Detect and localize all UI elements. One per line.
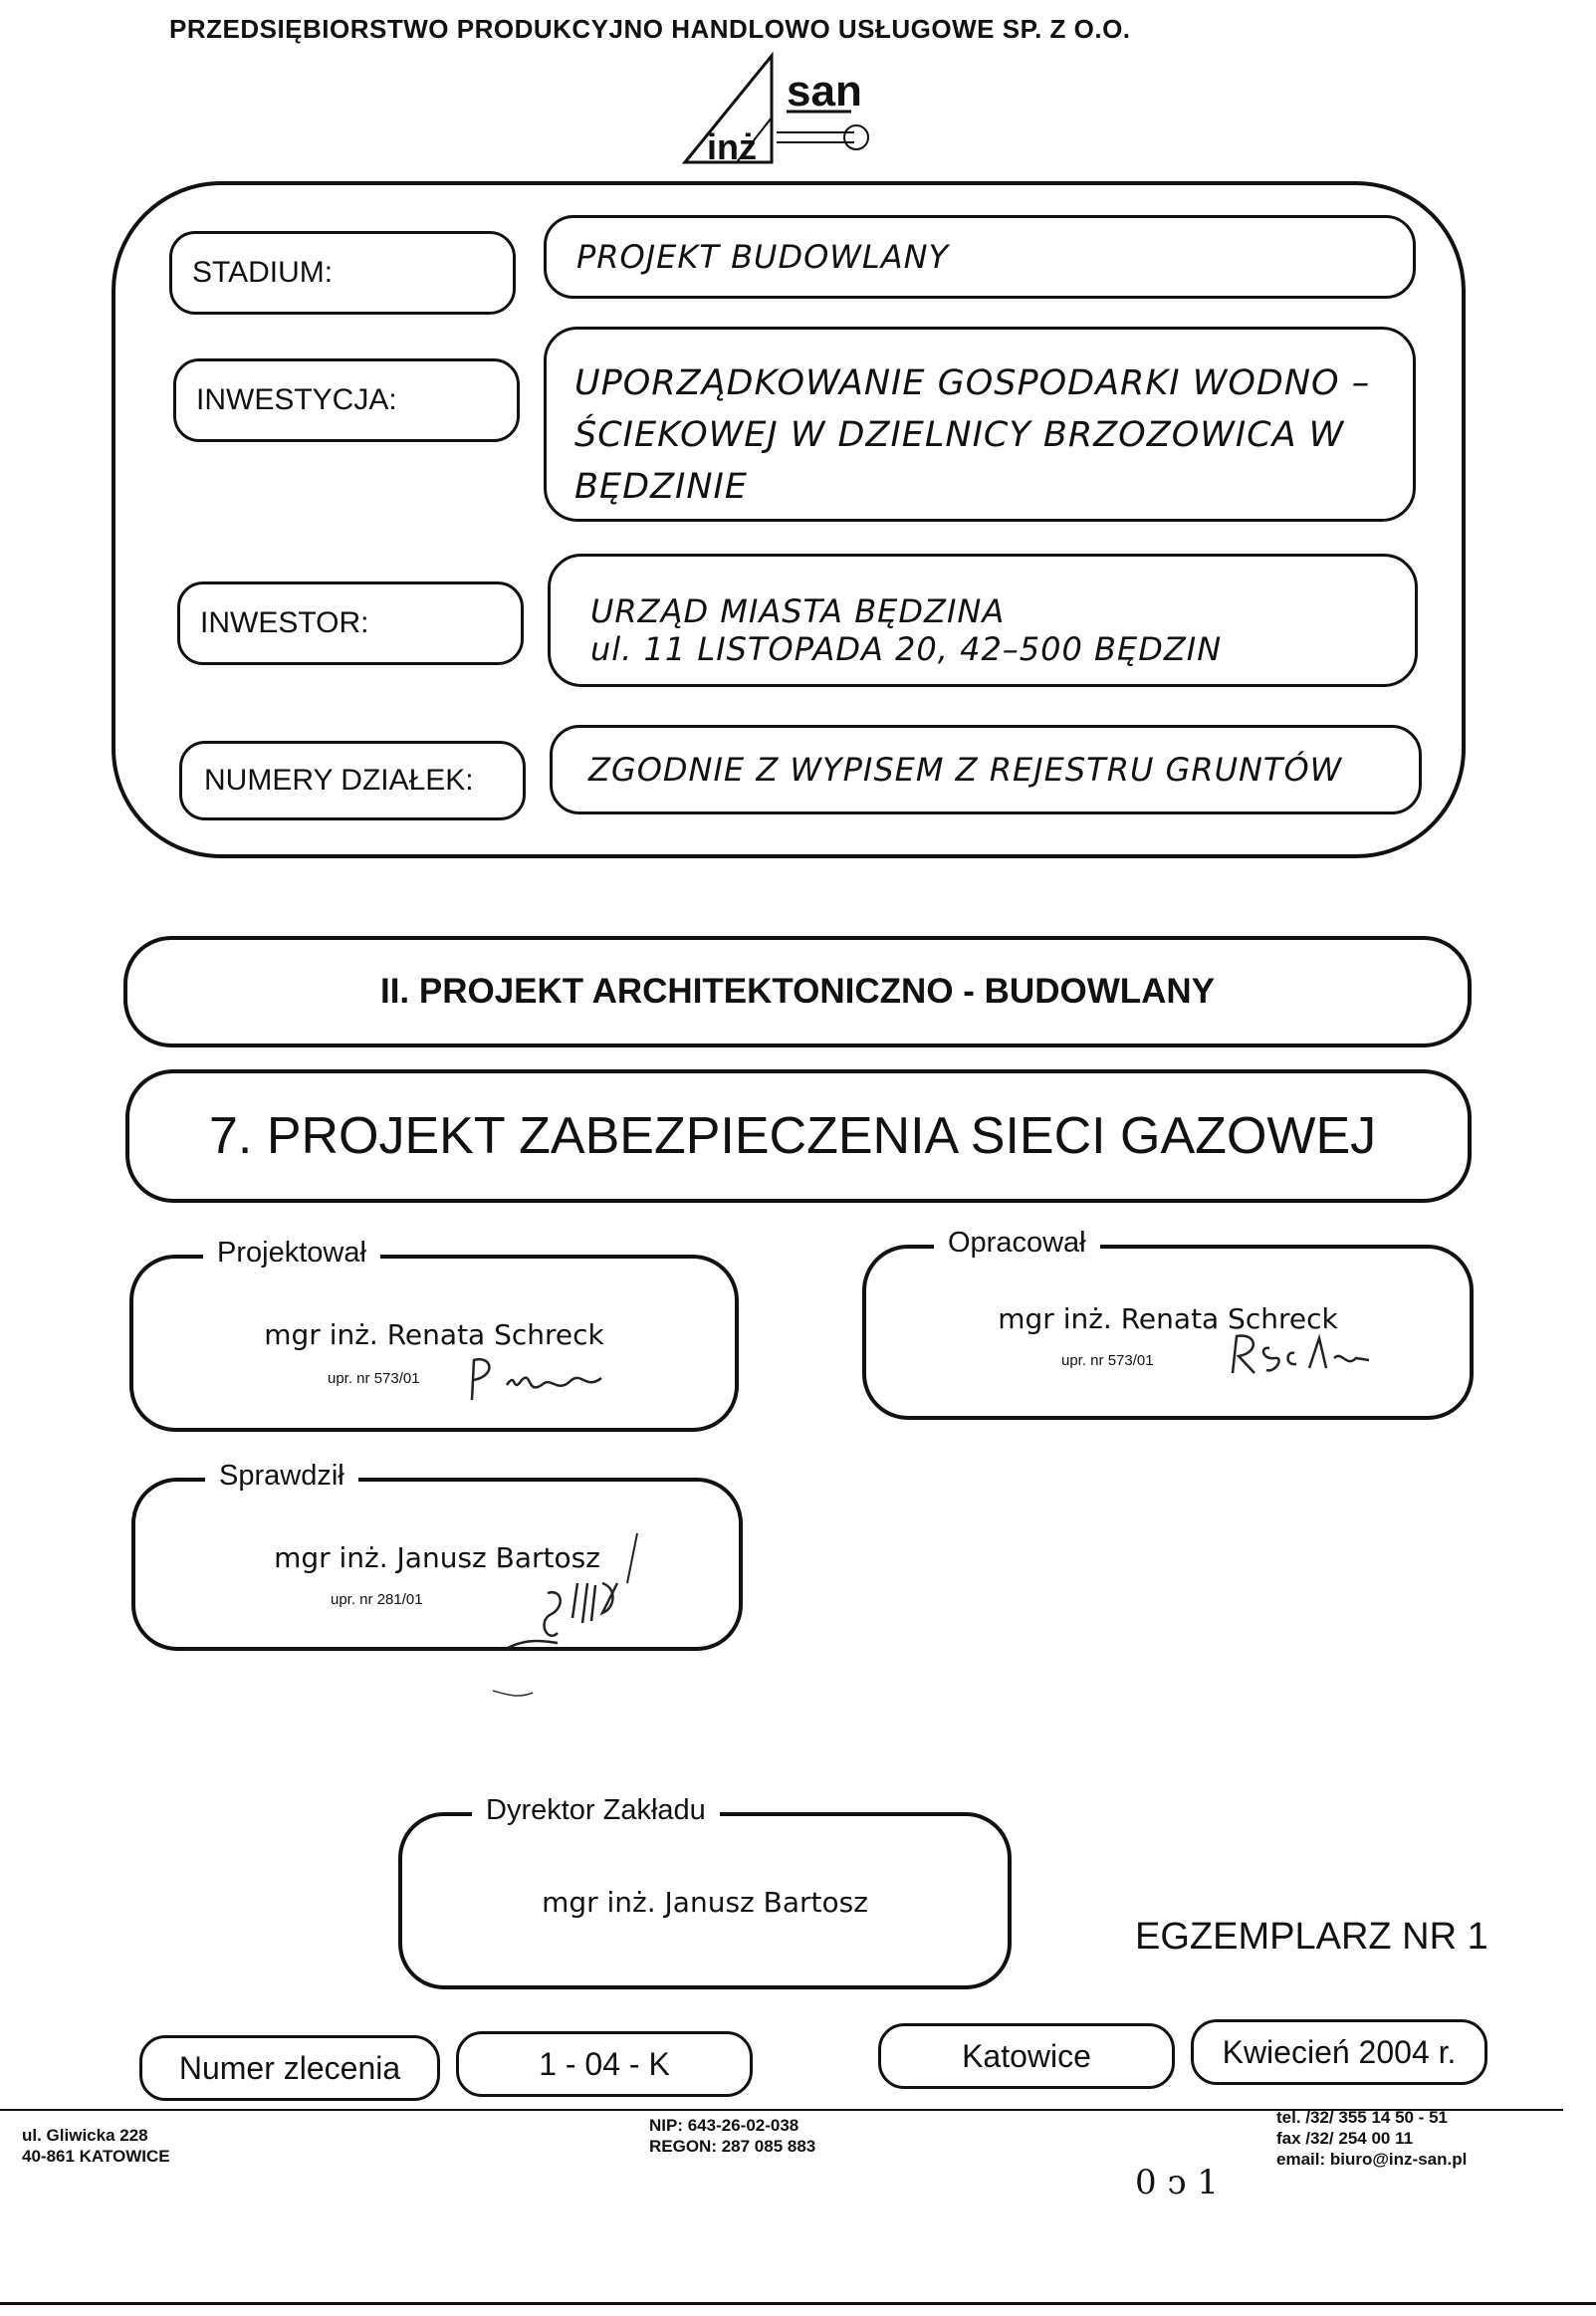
order-number-label xyxy=(139,2035,440,2101)
dyrektor-name: mgr inż. Janusz Bartosz xyxy=(542,1886,868,1919)
inwestycja-label-box xyxy=(173,358,520,442)
dyrektor-legend: Dyrektor Zakładu xyxy=(472,1794,720,1827)
stadium-label: STADIUM: xyxy=(192,256,334,289)
inwestycja-line-3: BĘDZINIE xyxy=(574,467,748,507)
order-number-label-text: Numer zlecenia xyxy=(178,2049,401,2086)
sprawdzil-license: upr. nr 281/01 xyxy=(331,1591,423,1608)
date-text: Kwiecień 2004 r. xyxy=(1222,2033,1457,2070)
opracowal-legend: Opracował xyxy=(934,1227,1100,1260)
footer-email: email: biuro@inz-san.pl xyxy=(1276,2150,1468,2169)
opracowal-signature xyxy=(1225,1328,1374,1383)
inwestor-label: INWESTOR: xyxy=(200,606,369,639)
inwestycja-label: INWESTYCJA: xyxy=(196,383,397,416)
inwestor-line-1: URZĄD MIASTA BĘDZINA xyxy=(590,592,1006,630)
sprawdzil-signature xyxy=(488,1523,707,1723)
projektowal-box xyxy=(129,1237,739,1432)
projektowal-license: upr. nr 573/01 xyxy=(328,1370,420,1387)
city-text: Katowice xyxy=(962,2037,1091,2074)
dzialki-value: ZGODNIE Z WYPISEM Z REJESTRU GRUNTÓW xyxy=(588,751,1343,789)
projektowal-legend: Projektował xyxy=(203,1237,380,1270)
footer-address-line-2: 40-861 KATOWICE xyxy=(22,2147,170,2166)
page-bottom-edge xyxy=(0,2302,1596,2305)
svg-text:inż: inż xyxy=(707,126,757,167)
footer-tel: tel. /32/ 355 14 50 - 51 xyxy=(1276,2108,1449,2127)
company-logo xyxy=(677,48,876,167)
projektowal-name: mgr inż. Renata Schreck xyxy=(264,1318,604,1351)
page-number-stamp: 0 ↄ 1 xyxy=(1135,2163,1219,2202)
footer-address xyxy=(22,2125,170,2167)
dzialki-label-box xyxy=(179,741,526,820)
city-box xyxy=(878,2023,1175,2089)
footer-contact xyxy=(1276,2107,1467,2170)
dzialki-label: NUMERY DZIAŁEK: xyxy=(204,764,474,797)
inwestor-line-2: ul. 11 LISTOPADA 20, 42–500 BĘDZIN xyxy=(590,630,1223,668)
main-title: 7. PROJEKT ZABEZPIECZENIA SIECI GAZOWEJ xyxy=(209,1107,1377,1165)
svg-text:san: san xyxy=(787,67,862,116)
sprawdzil-name: mgr inż. Janusz Bartosz xyxy=(274,1541,600,1574)
inwestycja-line-2: ŚCIEKOWEJ W DZIELNICY BRZOZOWICA W xyxy=(574,415,1345,455)
copy-number: EGZEMPLARZ NR 1 xyxy=(1135,1916,1488,1958)
inwestor-label-box xyxy=(177,581,524,665)
inwestor-value-box xyxy=(548,554,1418,687)
stadium-value: PROJEKT BUDOWLANY xyxy=(576,238,950,276)
footer-registry xyxy=(649,2115,815,2157)
date-box xyxy=(1191,2019,1487,2085)
section-title-box xyxy=(123,936,1472,1047)
footer-regon: REGON: 287 085 883 xyxy=(649,2137,816,2156)
footer-fax: fax /32/ 254 00 11 xyxy=(1276,2129,1414,2148)
sprawdzil-legend: Sprawdził xyxy=(205,1460,358,1493)
main-title-box xyxy=(125,1069,1472,1203)
company-name: PRZEDSIĘBIORSTWO PRODUKCYJNO HANDLOWO USŁUGOWE SP. Z O.O. xyxy=(169,14,1131,44)
dyrektor-box xyxy=(398,1794,1012,1989)
footer-nip: NIP: 643-26-02-038 xyxy=(649,2116,799,2135)
footer-address-line-1: ul. Gliwicka 228 xyxy=(22,2126,148,2145)
opracowal-box xyxy=(862,1227,1474,1420)
order-number-value xyxy=(456,2031,753,2097)
projektowal-signature xyxy=(462,1350,611,1410)
inwestycja-line-1: UPORZĄDKOWANIE GOSPODARKI WODNO – xyxy=(574,363,1371,403)
inwestycja-value-box xyxy=(544,327,1416,522)
order-number-value-text: 1 - 04 - K xyxy=(539,2045,670,2082)
stadium-label-box xyxy=(169,231,516,315)
opracowal-license: upr. nr 573/01 xyxy=(1061,1352,1154,1369)
dzialki-value-box xyxy=(550,725,1422,814)
opracowal-name: mgr inż. Renata Schreck xyxy=(998,1302,1338,1335)
section-title: II. PROJEKT ARCHITEKTONICZNO - BUDOWLANY xyxy=(379,972,1216,1011)
stadium-value-box xyxy=(544,215,1416,299)
